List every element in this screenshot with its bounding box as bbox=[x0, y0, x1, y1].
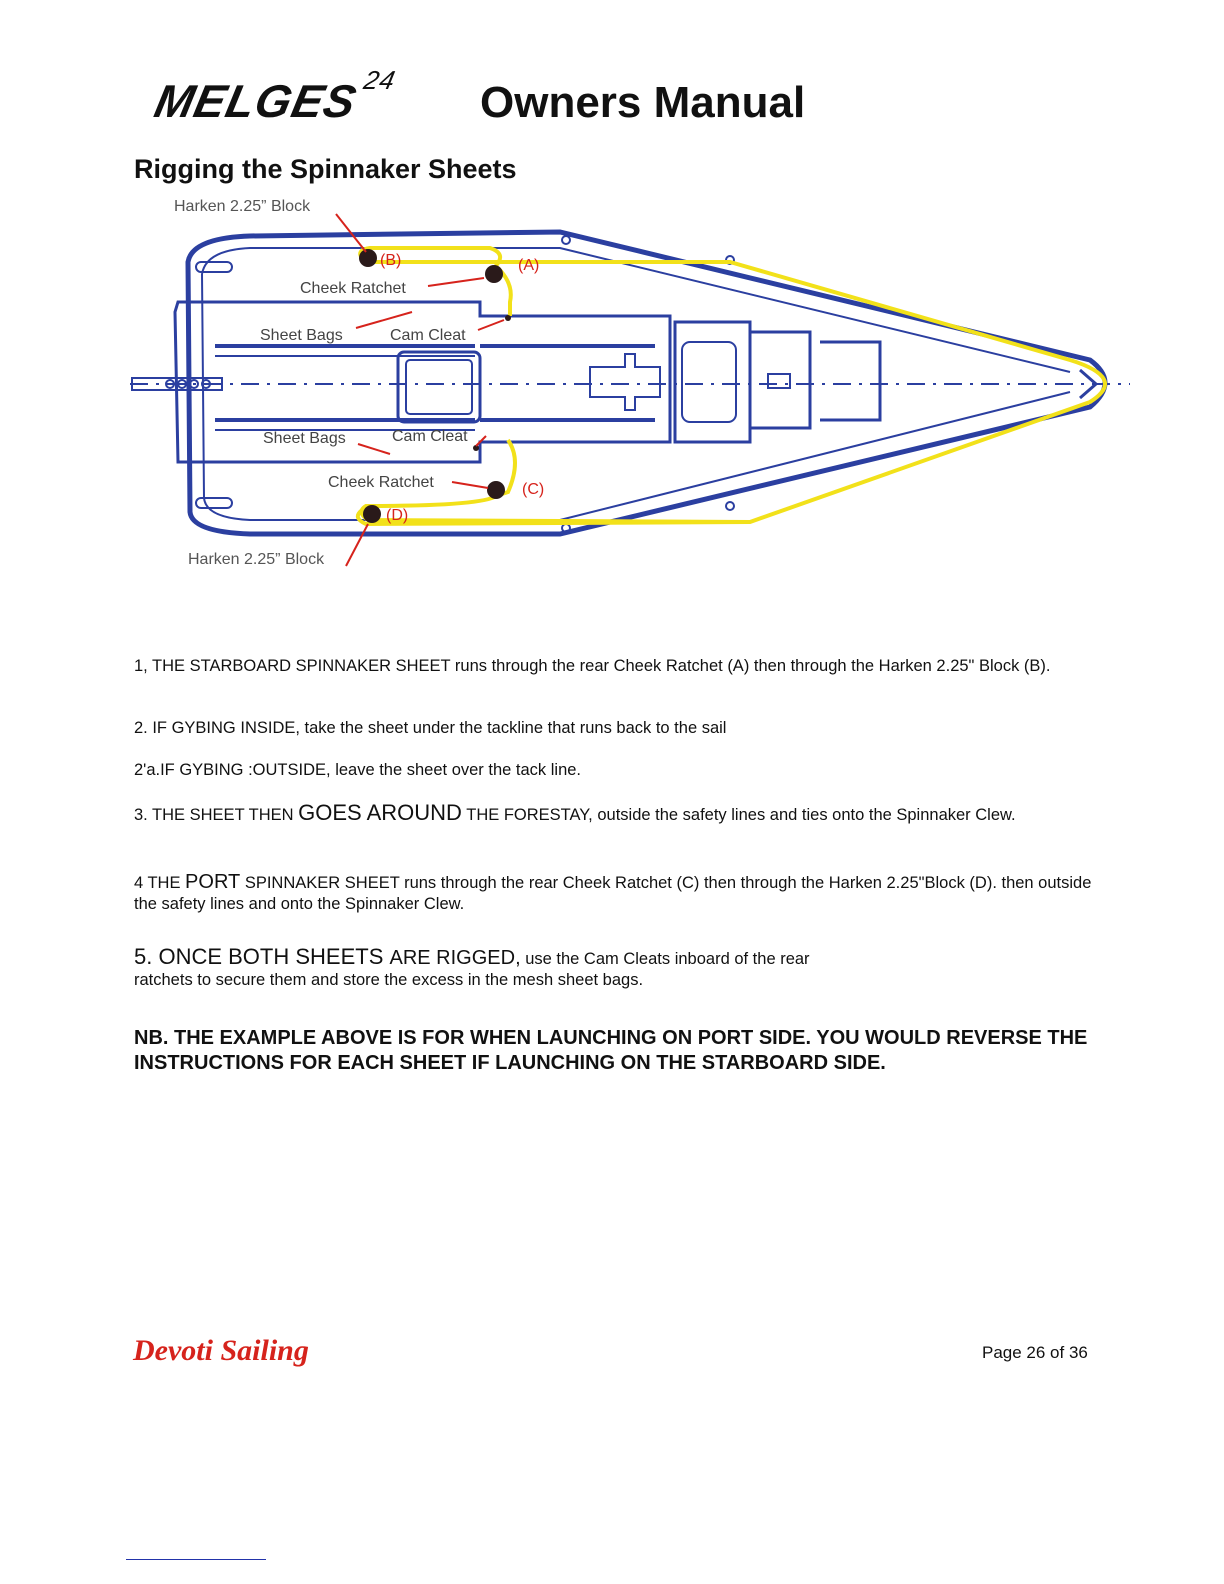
footnote-separator bbox=[126, 1559, 266, 1560]
section-title: Rigging the Spinnaker Sheets bbox=[134, 154, 517, 184]
label-bags-top: Sheet Bags bbox=[260, 327, 343, 344]
label-c: (C) bbox=[522, 481, 545, 498]
ratchet-c bbox=[487, 481, 505, 499]
label-harken-top: Harken 2.25” Block bbox=[174, 198, 311, 215]
label-a: (A) bbox=[518, 257, 540, 274]
label-cheek-bottom: Cheek Ratchet bbox=[328, 474, 434, 491]
step-5: 5. ONCE BOTH SHEETS ARE RIGGED, use the Cam Cleats inboard of the rear ratchets to secure them and store the excess in the mesh sheet bags. bbox=[134, 944, 810, 989]
melges-logo: MELGES$^{24}$ bbox=[150, 64, 399, 127]
boat-rigging-diagram bbox=[130, 192, 1130, 582]
label-harken-bottom: Harken 2.25” Block bbox=[188, 551, 325, 568]
label-cheek-top: Cheek Ratchet bbox=[300, 280, 406, 297]
label-d: (D) bbox=[386, 507, 409, 524]
label-b: (B) bbox=[380, 252, 402, 269]
page-number: Page 26 of 36 bbox=[982, 1343, 1088, 1362]
step-2: 2. IF GYBING INSIDE, take the sheet under the tackline that runs back to the sail bbox=[134, 719, 727, 737]
devoti-sailing-logo: Devoti Sailing bbox=[133, 1334, 309, 1367]
step-1: 1, THE STARBOARD SPINNAKER SHEET runs through the rear Cheek Ratchet (A) then through the Harken 2.25" Block (B). bbox=[134, 657, 1051, 675]
hatch bbox=[398, 352, 480, 422]
ratchet-a bbox=[485, 265, 503, 283]
document-title: Owners Manual bbox=[480, 78, 806, 127]
label-cam-top: Cam Cleat bbox=[390, 327, 466, 344]
nb-note: NB. THE EXAMPLE ABOVE IS FOR WHEN LAUNCHING ON PORT SIDE. YOU WOULD REVERSE THE INSTRUCTIONS FOR EACH SHEET IF LAUNCHING ON THE STARBOARD SIDE. bbox=[134, 1027, 1088, 1074]
step-2a: 2'a.IF GYBING :OUTSIDE, leave the sheet over the tack line. bbox=[134, 761, 582, 779]
step-3: 3. THE SHEET THEN GOES AROUND THE FORESTAY, outside the safety lines and ties onto the Spinnaker Clew. bbox=[134, 800, 1016, 825]
block-b bbox=[359, 249, 377, 267]
mast-step bbox=[590, 354, 660, 410]
label-cam-bottom: Cam Cleat bbox=[392, 428, 468, 445]
step-4: 4 THE PORT SPINNAKER SHEET runs through the rear Cheek Ratchet (C) then through the Harken 2.25"Block (D). then outside the safety lines and onto the Spinnaker Clew. bbox=[134, 871, 1092, 913]
label-bags-bottom: Sheet Bags bbox=[263, 430, 346, 447]
block-d bbox=[363, 505, 381, 523]
